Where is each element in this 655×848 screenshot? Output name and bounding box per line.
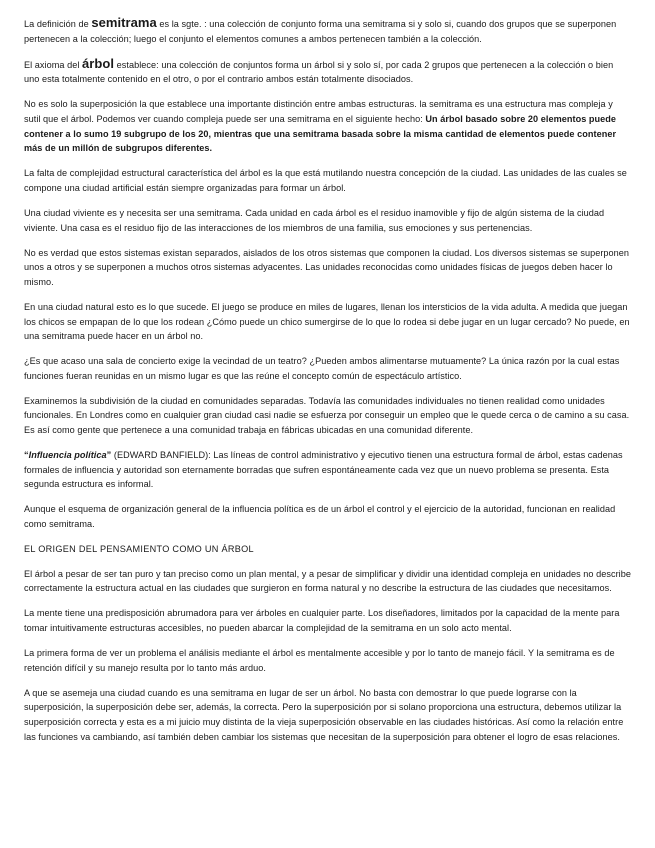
paragraph-arbol-axiom xyxy=(24,57,631,87)
paragraph-influencia-politica xyxy=(24,448,631,492)
paragraph: No es verdad que estos sistemas existan separados, aislados de los otros sistemas que componen la ciudad. Los diversos sistemas se superponen unos a otros y se superponen a muchos otros sistemas adyacentes. Las unidades reconocidas como unidades físicas de juegos deben hacer lo mismo. xyxy=(24,247,630,287)
paragraph: En una ciudad natural esto es lo que sucede. El juego se produce en miles de lugares, llenan los intersticios de la vida adulta. A medida que juegan los chicos se empapan de lo que los rodean ¿Cómo puede un chico sumergirse de lo que lo rodea si debe jugar en un lugar cercado? No puede, en una semitrama puede hacer en un árbol no. xyxy=(24,301,630,342)
paragraph: La primera forma de ver un problema el análisis mediante el árbol es mentalmente accesible y por lo tanto de manejo fácil. Y la semitrama es de retención difícil y su manejo resulta por lo tanto más arduo. xyxy=(24,648,615,673)
bold-statement: Un árbol basado sobre 20 elementos puede contener a lo sumo 19 subgrupo de los 20, mientras que una semitrama basada sobre la misma cantidad de elementos puede contener más de un millón de subgrupos diferentes. xyxy=(24,113,617,154)
section-heading: EL ORIGEN DEL PENSAMIENTO COMO UN ÁRBOL xyxy=(24,544,254,555)
paragraph: La falta de complejidad estructural característica del árbol es la que está mutilando nuestra concepción de la ciudad. Las unidades de las cuales se compone una ciudad artificial están siempre organizadas para formar un árbol. xyxy=(24,168,627,193)
text-run: No es solo la superposición la que establece una importante distinción entre ambas estructuras. la semitrama es una estructura mas compleja y sutil que el árbol. Podemos ver cuando compleja puede ser una semitrama en el siguiente hecho: xyxy=(24,99,613,124)
paragraph: Examinemos la subdivisión de la ciudad en comunidades separadas. Todavía las comunidades individuales no tienen realidad como unidades funcionales. En Londres como en cualquier gran ciudad casi nadie se esfuerza por conseguir un empleo que le quede cerca o de camino a su casa. Es así como gente que pertenece a una comunidad trabaja en fábricas ubicadas en una comunidad diferente. xyxy=(24,395,630,436)
text-run: El axioma del xyxy=(24,59,83,70)
text-run: es la sgte. : una colección de conjunto forma una semitrama si y solo si, cuando dos grupos que se superponen pertenecen a la colección; luego el conjunto el elementos comunes a ambos pertenecen también a la colección. xyxy=(24,19,617,44)
paragraph: A que se asemeja una ciudad cuando es una semitrama en lugar de ser un árbol. No basta con demostrar lo que puede lograrse con la superposición, la superposición debe ser, además, la correcta. Pero la superposición por si solano proporciona una estructura, debemos utilizar la superposición correcta y esta es a mi juicio muy distinta de la vieja superposición observable en las ciudades históricas. Así como la relación entre las funciones va cambiando, así también deben cambiar los sistemas que necesitan de la superposición para obtener el logro de esas relaciones. xyxy=(24,687,624,742)
paragraph-semitrama-definition xyxy=(24,16,631,46)
paragraph: Aunque el esquema de organización general de la influencia política es de un árbol el control y el ejercicio de la autoridad, funcionan en realidad como semitrama. xyxy=(24,504,616,530)
text-run: La definición de xyxy=(24,19,92,29)
text-run: establece: una colección de conjuntos forma un árbol si y solo sí, por cada 2 grupos que pertenecen a la colección o bien uno esta totalmente contenido en el otro, o por el contrario ambos están totalmente disociados. xyxy=(24,59,614,85)
quote-close: ” xyxy=(106,450,112,461)
paragraph: El árbol a pesar de ser tan puro y tan preciso como un plan mental, y a pesar de simplificar y dividir una identidad compleja en unidades no describe correctamente la estructura actual en las ciudades que surgieron en forma natural y no describe la estructura de las ciudades que necesitamos. xyxy=(24,568,631,594)
term-semitrama: semitrama xyxy=(91,15,157,30)
paragraph: Una ciudad viviente es y necesita ser una semitrama. Cada unidad en cada árbol es el residuo inamovible y fijo de algún sistema de la ciudad viviente. Una casa es el residuo fijo de las interacciones de los miembros de una familia, sus emociones y sus pertenencias. xyxy=(24,207,605,233)
paragraph: La mente tiene una predisposición abrumadora para ver árboles en cualquier parte. Los diseñadores, limitados por la capacidad de la mente para tomar intuitivamente estructuras accesibles, no pueden abarcar la complejidad de la semitrama en un solo acto mental. xyxy=(24,608,620,633)
paragraph: ¿Es que acaso una sala de concierto exige la vecindad de un teatro? ¿Pueden ambos alimentarse mutuamente? La única razón por la cual estas funciones fueran reunidas en un mismo lugar es que las reúne el concepto común de espectáculo artístico. xyxy=(24,356,620,381)
text-run: (EDWARD BANFIELD): Las líneas de control administrativo y ejecutivo tienen una estructura formal de árbol, estas cadenas formales de influencia y autoridad son eternamente borradas que sufren espontáneamente cada vez que un nuevo problema se presenta. Esta segunda estructura es informal. xyxy=(24,450,623,490)
quote-open: “ xyxy=(24,450,29,461)
paragraph-structures-comparison xyxy=(24,97,631,155)
term-arbol: árbol xyxy=(82,55,115,71)
term-influencia-politica xyxy=(29,450,107,460)
term-influencia-politica-text: Influencia política xyxy=(28,450,107,461)
